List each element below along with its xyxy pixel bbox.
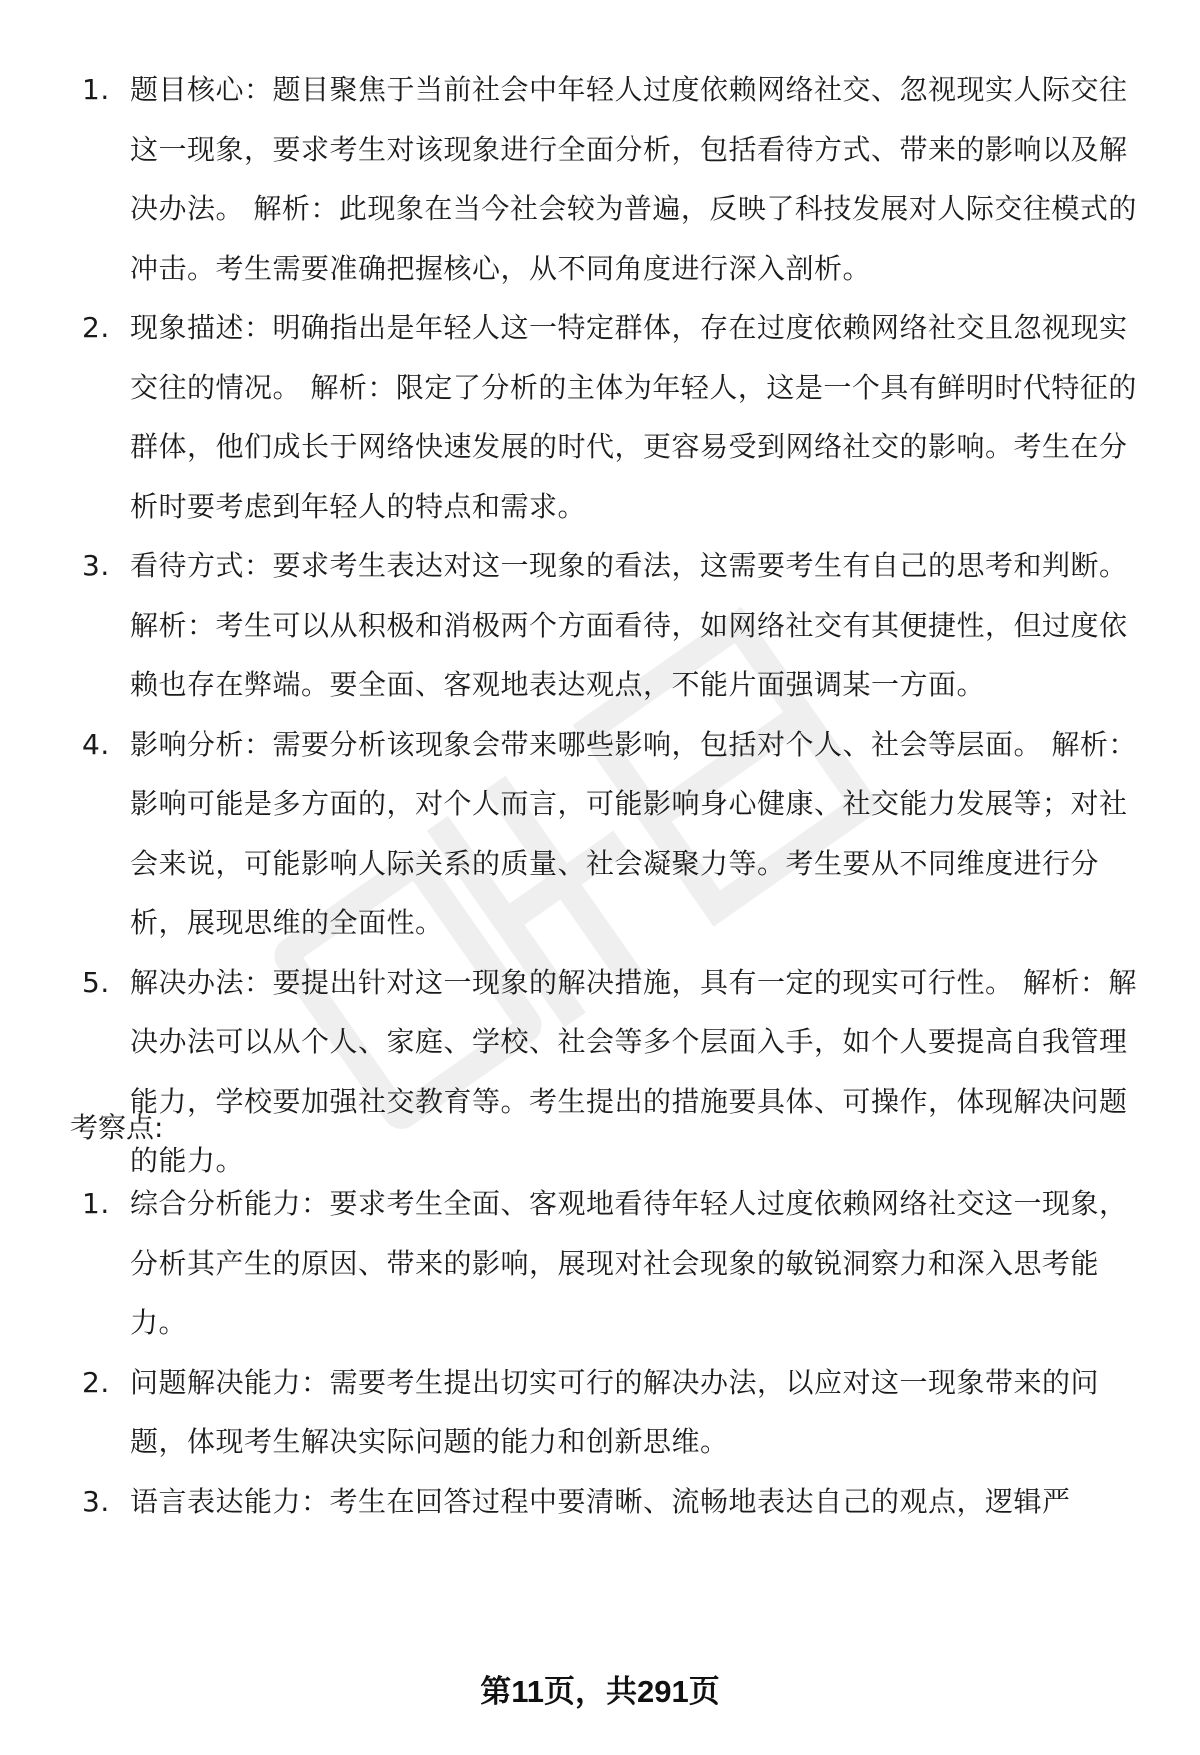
list-item xyxy=(82,1174,1147,1353)
assessment-points-list xyxy=(82,1174,1147,1531)
list-item xyxy=(82,1472,1147,1532)
list-text: 看待方式：要求考生表达对这一现象的看法，这需要考生有自己的思考和判断。 解析：考生可以从积极和消极两个方面看待，如网络社交有其便捷性，但过度依赖也存在弊端。要全面、客观地表达观点，不能片面强调某一方面。 xyxy=(130,549,1128,701)
list-text: 综合分析能力：要求考生全面、客观地看待年轻人过度依赖网络社交这一现象，分析其产生的原因、带来的影响，展现对社会现象的敏锐洞察力和深入思考能力。 xyxy=(130,1187,1128,1339)
list-number: 2. xyxy=(82,311,110,344)
list-number: 3. xyxy=(82,549,110,582)
list-text: 影响分析：需要分析该现象会带来哪些影响，包括对个人、社会等层面。 解析：影响可能是多方面的，对个人而言，可能影响身心健康、社交能力发展等；对社会来说，可能影响人际关系的质量、社会凝聚力等。考生要从不同维度进行分析，展现思维的全面性。 xyxy=(130,727,1137,939)
list-number: 1. xyxy=(82,1187,110,1220)
list-item xyxy=(82,298,1147,536)
list-number: 2. xyxy=(82,1365,110,1399)
page-footer: 第11页，共291页 xyxy=(480,1674,720,1709)
list-number: 4. xyxy=(82,727,110,761)
list-item xyxy=(82,536,1147,715)
list-text: 现象描述：明确指出是年轻人这一特定群体，存在过度依赖网络社交且忽视现实交往的情况。 解析：限定了分析的主体为年轻人，这是一个具有鲜明时代特征的群体，他们成长于网络快速发展的时代，更容易受到网络社交的影响。考生在分析时要考虑到年轻人的特点和需求。 xyxy=(130,311,1137,523)
list-text: 语言表达能力：考生在回答过程中要清晰、流畅地表达自己的观点，逻辑严 xyxy=(130,1484,1071,1518)
list-item xyxy=(82,60,1147,298)
list-text: 题目核心：题目聚焦于当前社会中年轻人过度依赖网络社交、忽视现实人际交往这一现象，要求考生对该现象进行全面分析，包括看待方式、带来的影响以及解决办法。 解析：此现象在当今社会较为普遍，反映了科技发展对人际交往模式的冲击。考生需要准确把握核心，从不同角度进行深入剖析。 xyxy=(130,73,1137,285)
list-number: 1. xyxy=(82,73,110,106)
list-number: 3. xyxy=(82,1484,110,1518)
section-heading: 考察点: xyxy=(70,1111,164,1144)
list-item xyxy=(82,1353,1147,1472)
list-item xyxy=(82,715,1147,953)
list-number: 5. xyxy=(82,965,110,999)
list-text: 解决办法：要提出针对这一现象的解决措施，具有一定的现实可行性。 解析：解决办法可以从个人、家庭、学校、社会等多个层面入手，如个人要提高自我管理能力，学校要加强社交教育等。考生提出的措施要具体、可操作，体现解决问题的能力。 xyxy=(130,965,1137,1177)
list-text: 问题解决能力：需要考生提出切实可行的解决办法，以应对这一现象带来的问题，体现考生解决实际问题的能力和创新思维。 xyxy=(130,1365,1100,1458)
list-item xyxy=(82,953,1147,1191)
analysis-list xyxy=(82,60,1147,1191)
